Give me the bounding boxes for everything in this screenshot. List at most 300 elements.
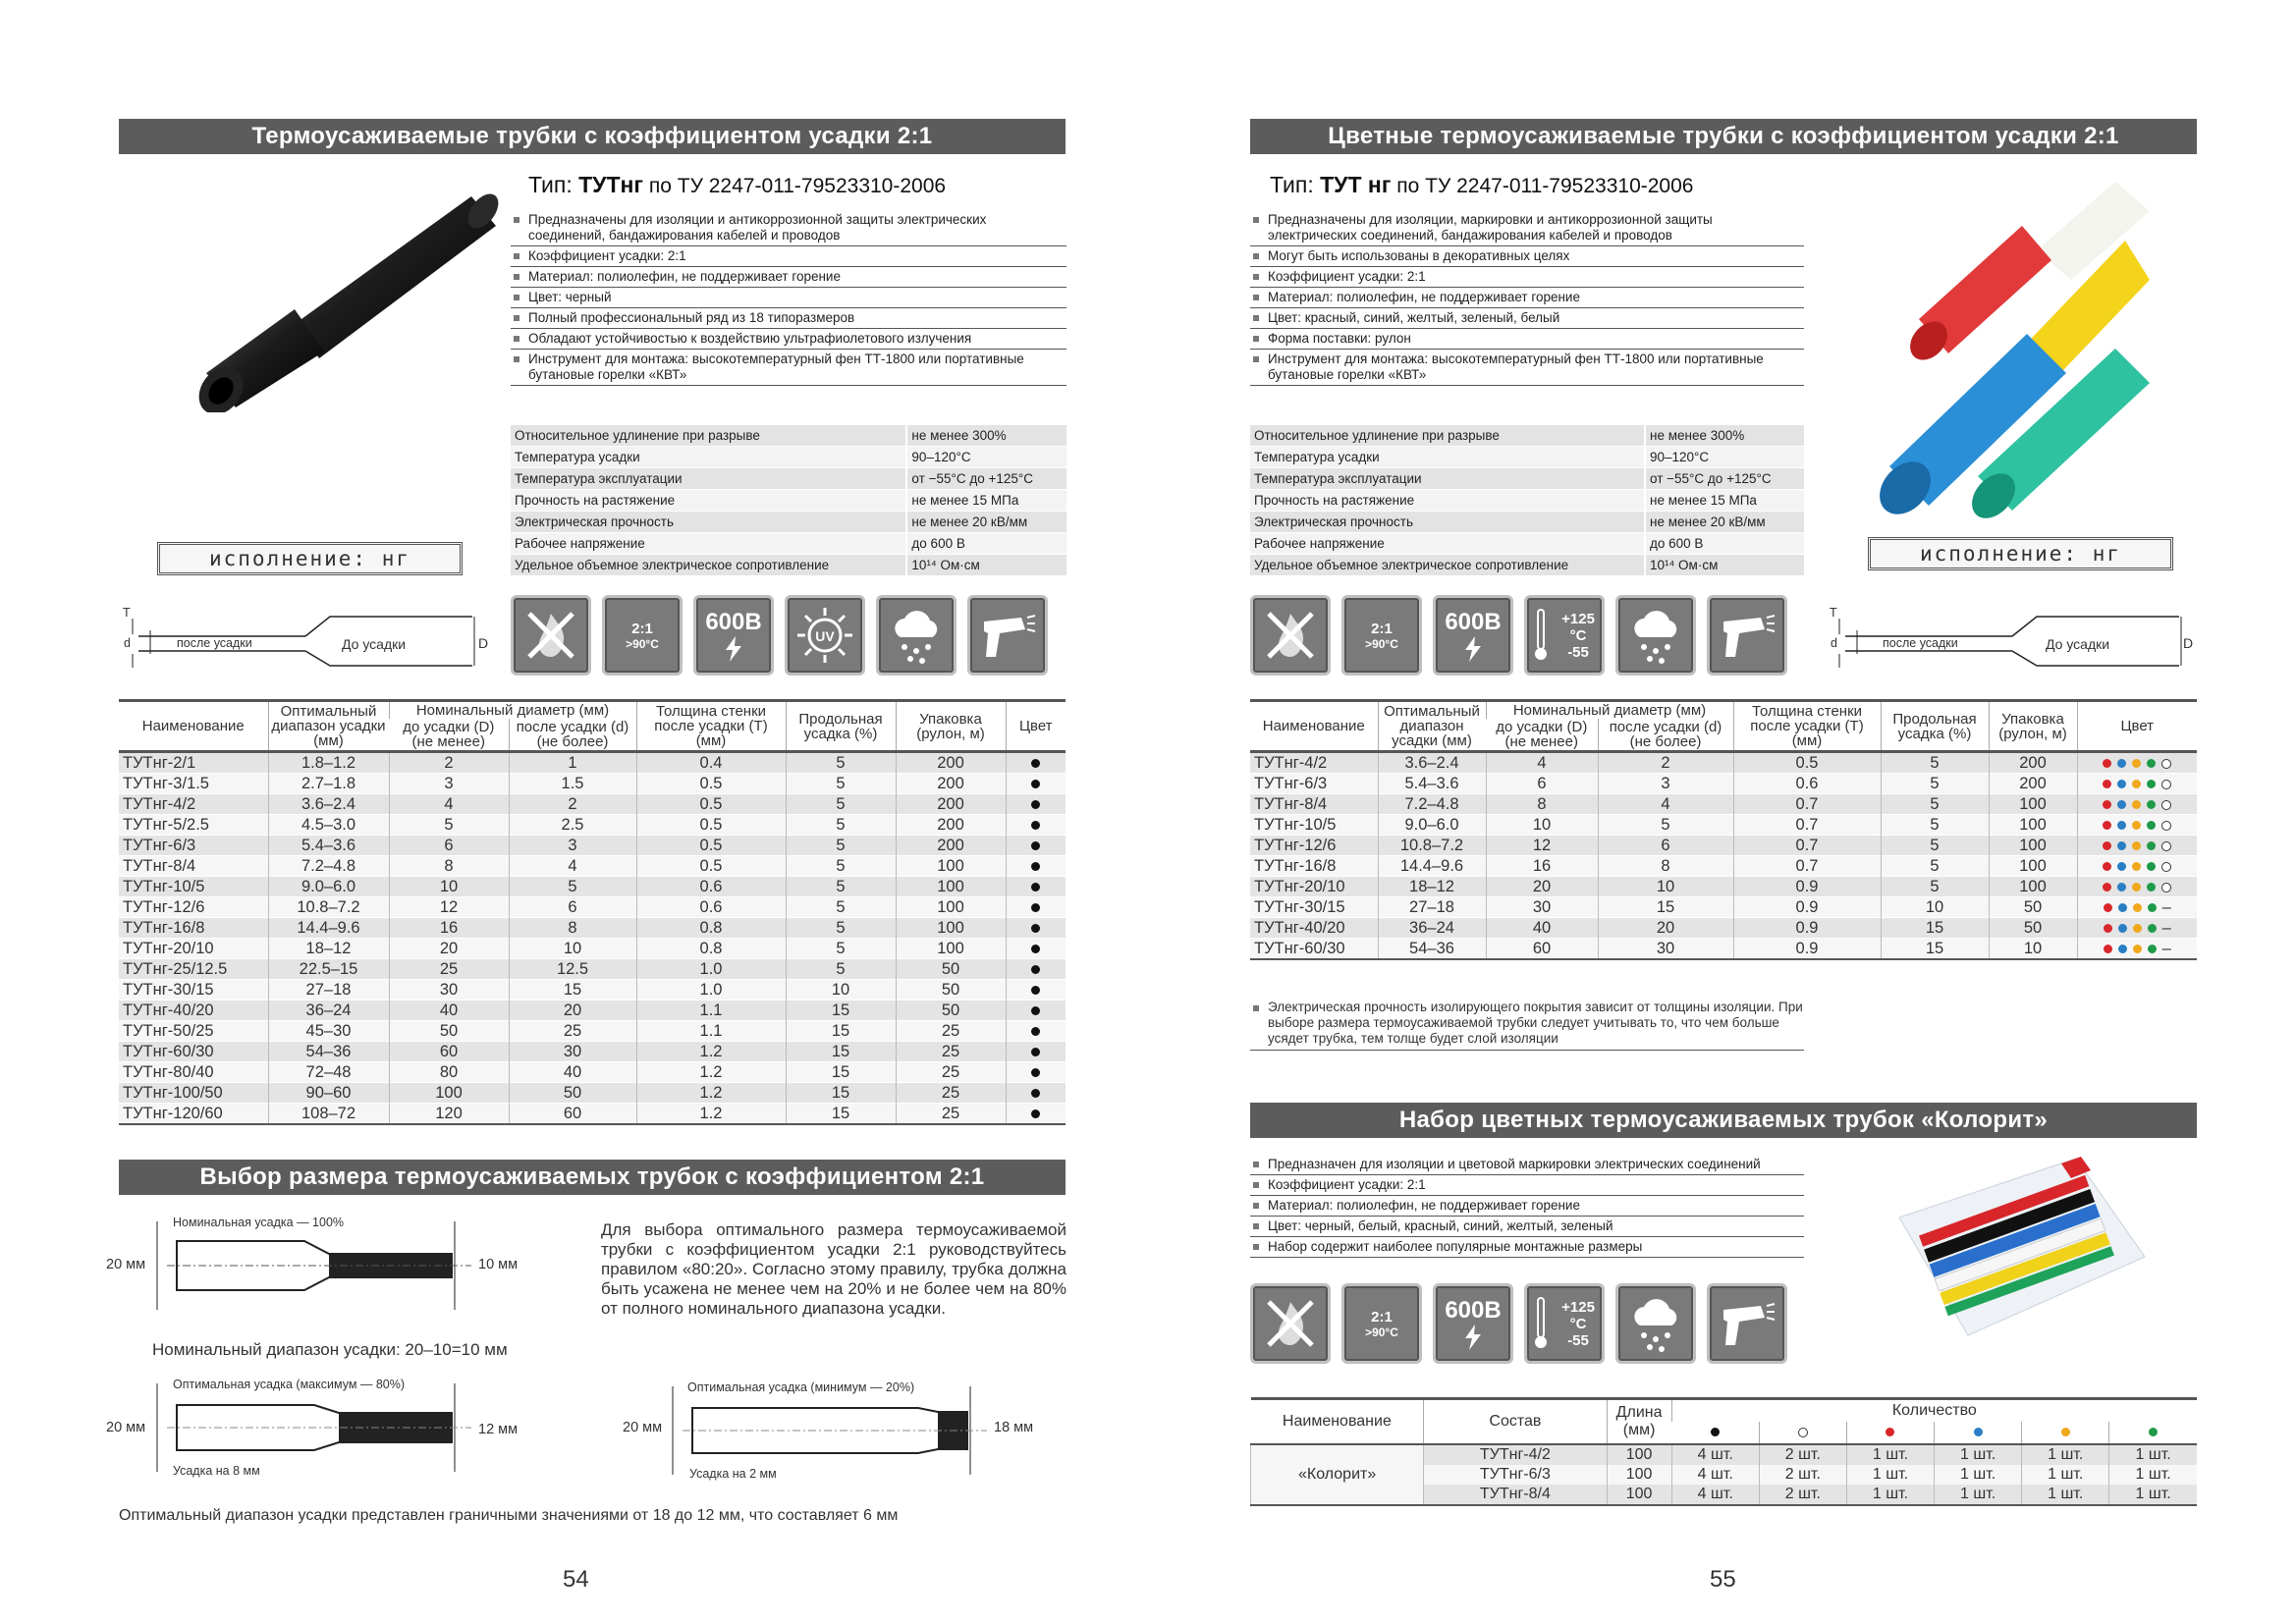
table-cell: 0.6 — [636, 877, 786, 897]
table-cell: 25 — [896, 1062, 1006, 1083]
table-cell: 8 — [1486, 794, 1598, 815]
table-cell: 0.7 — [1733, 815, 1881, 836]
section-title: Цветные термоусаживаемые трубки с коэффициентом усадки 2:1 — [1250, 119, 2197, 154]
diag1-caption: Номинальный диапазон усадки: 20–10=10 мм — [152, 1340, 508, 1359]
table-cell: 40 — [509, 1062, 636, 1083]
table-cell: 22.5–15 — [268, 959, 389, 980]
feature-list — [1250, 210, 1804, 386]
table-cell: 100 — [896, 897, 1006, 918]
table-cell: 100 — [389, 1083, 509, 1104]
color-cell — [1006, 815, 1066, 836]
table-cell: 1 шт. — [1935, 1465, 2022, 1485]
table-row — [119, 856, 1066, 877]
property-name: Рабочее напряжение — [511, 533, 906, 555]
table-cell: 5 — [389, 815, 509, 836]
table-cell: 60 — [389, 1042, 509, 1062]
black-dot-icon — [1031, 945, 1040, 953]
table-cell: 1 — [509, 752, 636, 774]
table-cell: 2 шт. — [1759, 1485, 1846, 1505]
table-row — [1250, 918, 2197, 939]
table-cell: ТУТнг-5/2.5 — [119, 815, 268, 836]
table-cell: 9.0–6.0 — [268, 877, 389, 897]
table-cell: 6 — [509, 897, 636, 918]
table-cell: 15 — [786, 1062, 896, 1083]
red-dot-icon — [2103, 841, 2111, 850]
color-cell — [1006, 980, 1066, 1001]
th-after: после усадки (d) (не более) — [509, 719, 636, 752]
table-cell: 0.7 — [1733, 794, 1881, 815]
property-value: не менее 15 МПа — [1645, 490, 1804, 512]
kolorit-set-photo — [1889, 1149, 2155, 1345]
diag3-bottom: Усадка на 2 мм — [689, 1467, 777, 1481]
color-cell — [1006, 1021, 1066, 1042]
table-cell: ТУТнг-8/4 — [119, 856, 268, 877]
property-icons — [1250, 595, 1787, 676]
black-dot-icon — [1031, 780, 1040, 788]
table-cell: 4 — [509, 856, 636, 877]
voltage-600v-icon: 600В — [1433, 1283, 1513, 1364]
insulation-note: Электрическая прочность изолирующего покрытия зависит от толщины изоляции. При выборе размера термоусаживаемой трубки следует учитывать то, что чем больше усядет трубка, тем толще будет слой изоляции — [1250, 1000, 1804, 1051]
table-row — [119, 918, 1066, 939]
table-cell: 15 — [786, 1001, 896, 1021]
black-dot-icon — [1031, 821, 1040, 830]
property-row — [1250, 447, 1804, 468]
table-row — [119, 1021, 1066, 1042]
table-cell: 9.0–6.0 — [1378, 815, 1486, 836]
color-cell — [1006, 794, 1066, 815]
property-value: не менее 15 МПа — [906, 490, 1066, 512]
properties-table — [511, 425, 1066, 576]
table-cell: 1 шт. — [2022, 1465, 2109, 1485]
feature-item: Инструмент для монтажа: высокотемпературный фен ТТ-1800 или портативные бутановые горелки «КВТ» — [511, 350, 1066, 386]
color-cell — [1006, 1062, 1066, 1083]
table-cell: 4 шт. — [1671, 1485, 1759, 1505]
feature-item: Предназначены для изоляции, маркировки и антикоррозионной защиты электрических соединений, бандажирования кабелей и проводов — [1250, 210, 1804, 246]
table-cell: 200 — [896, 794, 1006, 815]
table-cell: 5 — [1881, 774, 1989, 794]
table-cell: 25 — [389, 959, 509, 980]
dash-mark: – — [2161, 919, 2171, 937]
table-cell: 25 — [896, 1021, 1006, 1042]
page-number: 55 — [1710, 1566, 1736, 1593]
color-cell — [1006, 836, 1066, 856]
table-cell: 100 — [896, 877, 1006, 897]
table-cell: 14.4–9.6 — [268, 918, 389, 939]
property-name: Температура усадки — [511, 447, 906, 468]
feature-item: Набор содержит наиболее популярные монтажные размеры — [1250, 1237, 1804, 1258]
table-row — [1250, 774, 2197, 794]
table-cell: 15 — [786, 1083, 896, 1104]
after-label: после усадки — [177, 636, 252, 650]
color-cell — [1006, 1042, 1066, 1062]
bottom-note: Оптимальный диапазон усадки представлен граничными значениями от 18 до 12 мм, что составляет 6 мм — [119, 1507, 899, 1524]
color-cell — [2077, 815, 2197, 836]
table-cell: 27–18 — [268, 980, 389, 1001]
table-cell: ТУТнг-4/2 — [119, 794, 268, 815]
property-row — [511, 447, 1066, 468]
color-cell — [2077, 939, 2197, 960]
table-cell: 72–48 — [268, 1062, 389, 1083]
table-row — [1250, 939, 2197, 960]
feature-item: Коэффициент усадки: 2:1 — [1250, 1175, 1804, 1196]
table-cell: 0.6 — [636, 897, 786, 918]
table-cell: 50 — [896, 980, 1006, 1001]
color-cell — [2077, 752, 2197, 774]
after-label: после усадки — [1883, 636, 1958, 650]
black-dot-icon — [1031, 841, 1040, 850]
table-cell: 200 — [896, 836, 1006, 856]
table-cell: 1.1 — [636, 1001, 786, 1021]
color-cell — [1006, 877, 1066, 897]
th-set-name: Наименование — [1282, 1413, 1392, 1430]
black-dot-icon — [1031, 986, 1040, 995]
color-cell — [2077, 836, 2197, 856]
table-cell: 5 — [786, 939, 896, 959]
letter-d: d — [1831, 636, 1837, 650]
table-cell: 1 шт. — [1935, 1444, 2022, 1465]
property-value: 10¹⁴ Ом·см — [1645, 555, 1804, 576]
table-cell: ТУТнг-25/12.5 — [119, 959, 268, 980]
weather-resistance-icon — [1615, 595, 1696, 676]
table-cell: 5 — [786, 959, 896, 980]
property-row — [511, 533, 1066, 555]
table-cell: 1 шт. — [2022, 1444, 2109, 1465]
table-cell: 18–12 — [268, 939, 389, 959]
table-cell: 15 — [1598, 897, 1733, 918]
yellow-dot-icon — [2133, 903, 2142, 912]
blue-dot-icon — [2117, 821, 2126, 830]
table-cell: 5 — [786, 856, 896, 877]
bullet-icon — [1253, 1005, 1259, 1011]
white-dot-icon — [2161, 759, 2171, 769]
table-row — [119, 1062, 1066, 1083]
table-cell: 0.5 — [1733, 752, 1881, 774]
feature-item: Предназначены для изоляции и антикоррозионной защиты электрических соединений, бандажирования кабелей и проводов — [511, 210, 1066, 246]
property-name: Удельное объемное электрическое сопротивление — [1250, 555, 1645, 576]
table-row — [119, 1083, 1066, 1104]
th-color: Цвет — [2077, 701, 2197, 752]
th-length: Длина (мм) — [1607, 1399, 1671, 1445]
table-cell: 30 — [1486, 897, 1598, 918]
black-dot-icon — [1031, 903, 1040, 912]
non-flammable-icon — [1250, 595, 1331, 676]
table-cell: ТУТнг-4/2 — [1250, 752, 1378, 774]
section-title: Термоусаживаемые трубки с коэффициентом усадки 2:1 — [119, 119, 1066, 154]
feature-list — [511, 210, 1066, 386]
yellow-dot-icon — [2132, 780, 2141, 788]
table-row — [119, 897, 1066, 918]
table-cell: ТУТнг-16/8 — [119, 918, 268, 939]
type-line: Тип: ТУТнг по ТУ 2247-011-79523310-2006 — [528, 172, 947, 197]
table-cell: 1.0 — [636, 959, 786, 980]
diagram-nominal — [147, 1221, 491, 1320]
property-name: Удельное объемное электрическое сопротивление — [511, 555, 906, 576]
letter-d: d — [124, 636, 131, 650]
feature-item: Коэффициент усадки: 2:1 — [511, 246, 1066, 267]
green-dot-icon — [2147, 883, 2156, 892]
heat-gun-icon — [967, 595, 1048, 676]
property-value: до 600 В — [906, 533, 1066, 555]
selection-title: Выбор размера термоусаживаемых трубок с коэффициентом 2:1 — [119, 1160, 1066, 1195]
table-cell: 25 — [896, 1042, 1006, 1062]
voltage-600v-icon: 600В — [1433, 595, 1513, 676]
table-cell: 25 — [509, 1021, 636, 1042]
black-dot-icon — [1031, 1068, 1040, 1077]
table-cell: 20 — [1486, 877, 1598, 897]
table-cell: 200 — [896, 752, 1006, 774]
table-cell: 5 — [1598, 815, 1733, 836]
property-value: не менее 300% — [1645, 425, 1804, 447]
th-pack: Упаковка (рулон, м) — [1989, 701, 2077, 752]
table-cell: ТУТнг-50/25 — [119, 1021, 268, 1042]
property-row — [511, 425, 1066, 447]
color-cell — [1006, 1104, 1066, 1125]
black-dot-icon — [1031, 965, 1040, 974]
white-dot-icon — [2161, 780, 2171, 789]
table-cell: 5 — [1881, 877, 1989, 897]
red-dot-icon — [2104, 945, 2112, 953]
table-cell: 0.9 — [1733, 897, 1881, 918]
feature-item: Цвет: красный, синий, желтый, зеленый, белый — [1250, 308, 1804, 329]
diag3-right: 18 мм — [994, 1420, 1034, 1435]
th-range: Оптимальный диапазон усадки (мм) — [268, 701, 389, 752]
black-dot-icon — [1031, 1109, 1040, 1118]
diag3-left: 20 мм — [623, 1420, 663, 1435]
property-name: Температура усадки — [1250, 447, 1645, 468]
diag2-top: Оптимальная усадка (максимум — 80%) — [173, 1378, 406, 1391]
color-cell — [1006, 752, 1066, 774]
yellow-dot-icon — [2132, 841, 2141, 850]
table-cell: 5 — [786, 918, 896, 939]
white-dot-icon — [2161, 841, 2171, 851]
table-cell: ТУТнг-120/60 — [119, 1104, 268, 1125]
table-cell: 108–72 — [268, 1104, 389, 1125]
diag3-top: Оптимальная усадка (минимум — 20%) — [687, 1380, 915, 1394]
table-cell: 30 — [389, 980, 509, 1001]
table-row — [119, 1042, 1066, 1062]
table-cell: ТУТнг-2/1 — [119, 752, 268, 774]
table-cell: 18–12 — [1378, 877, 1486, 897]
table-cell: 16 — [389, 918, 509, 939]
table-row — [119, 1104, 1066, 1125]
table-cell: 100 — [1989, 856, 2077, 877]
color-cell — [2077, 897, 2197, 918]
set-icons — [1250, 1283, 1787, 1364]
diag2-left: 20 мм — [106, 1420, 146, 1435]
property-value: от −55°С до +125°С — [906, 468, 1066, 490]
table-cell: 50 — [1989, 897, 2077, 918]
table-cell: 1.1 — [636, 1021, 786, 1042]
table-cell: ТУТнг-80/40 — [119, 1062, 268, 1083]
th-color: Цвет — [1006, 701, 1066, 752]
property-row — [511, 512, 1066, 533]
table-cell: 30 — [509, 1042, 636, 1062]
table-cell: 7.2–4.8 — [1378, 794, 1486, 815]
property-row — [1250, 512, 1804, 533]
table-cell: 10.8–7.2 — [1378, 836, 1486, 856]
table-cell: 40 — [1486, 918, 1598, 939]
black-dot-icon — [1031, 1006, 1040, 1015]
table-cell: ТУТнг-12/6 — [119, 897, 268, 918]
table-cell: 5 — [1881, 815, 1989, 836]
shrink-ratio-icon: 2:1 >90°С — [602, 595, 683, 676]
property-row — [1250, 533, 1804, 555]
table-cell: 54–36 — [1378, 939, 1486, 960]
table-cell: 1.5 — [509, 774, 636, 794]
table-cell: 5 — [786, 897, 896, 918]
property-name: Электрическая прочность — [511, 512, 906, 533]
color-cell — [1006, 774, 1066, 794]
red-dot-icon — [2104, 903, 2112, 912]
table-row — [119, 836, 1066, 856]
table-cell: 4 шт. — [1671, 1444, 1759, 1465]
table-row — [1251, 1444, 2198, 1465]
table-row — [119, 1001, 1066, 1021]
set-feature-list — [1250, 1155, 1804, 1258]
yellow-dot-icon — [2132, 821, 2141, 830]
table-cell: 10 — [1486, 815, 1598, 836]
green-dot-icon — [2147, 780, 2156, 788]
feature-item: Предназначен для изоляции и цветовой маркировки электрических соединений — [1250, 1155, 1804, 1175]
shrink-ratio-icon: 2:1 >90°С — [1341, 1283, 1422, 1364]
table-cell: ТУТнг-6/3 — [1250, 774, 1378, 794]
table-row — [119, 794, 1066, 815]
property-name: Электрическая прочность — [1250, 512, 1645, 533]
table-cell: ТУТнг-30/15 — [1250, 897, 1378, 918]
table-cell: 10 — [1598, 877, 1733, 897]
table-cell: 4 шт. — [1671, 1465, 1759, 1485]
before-label: До усадки — [342, 636, 407, 652]
table-cell: ТУТнг-3/1.5 — [119, 774, 268, 794]
table-cell: ТУТнг-4/2 — [1424, 1444, 1607, 1465]
type-line: Тип: ТУТ нг по ТУ 2247-011-79523310-2006 — [1270, 172, 1694, 197]
table-cell: 10 — [1989, 939, 2077, 960]
th-wall: Толщина стенки после усадки (T) (мм) — [1733, 701, 1881, 752]
black-dot-icon — [1031, 862, 1040, 871]
blue-dot-icon — [2117, 800, 2126, 809]
table-cell: 60 — [509, 1104, 636, 1125]
blue-dot-icon — [1974, 1428, 1983, 1436]
table-cell: 45–30 — [268, 1021, 389, 1042]
table-cell: 0.5 — [636, 836, 786, 856]
property-value: не менее 20 кВ/мм — [1645, 512, 1804, 533]
blue-dot-icon — [2117, 862, 2126, 871]
black-dot-icon — [1031, 759, 1040, 768]
table-cell: 36–24 — [268, 1001, 389, 1021]
property-row — [1250, 490, 1804, 512]
yellow-dot-icon — [2132, 883, 2141, 892]
table-cell: ТУТнг-100/50 — [119, 1083, 268, 1104]
table-cell: 100 — [1607, 1485, 1671, 1505]
table-cell: ТУТнг-60/30 — [119, 1042, 268, 1062]
table-row — [1250, 836, 2197, 856]
th-long: Продольная усадка (%) — [1881, 701, 1989, 752]
table-cell: 6 — [1486, 774, 1598, 794]
green-dot-icon — [2147, 759, 2156, 768]
yellow-dot-icon — [2133, 924, 2142, 933]
property-name: Относительное удлинение при разрыве — [1250, 425, 1645, 447]
table-cell: 5 — [786, 774, 896, 794]
feature-item: Форма поставки: рулон — [1250, 329, 1804, 350]
green-dot-icon — [2149, 1428, 2158, 1436]
table-cell: 200 — [1989, 774, 2077, 794]
voltage-600v-icon: 600В — [693, 595, 774, 676]
property-icons — [511, 595, 1048, 676]
black-dot-icon — [1031, 924, 1040, 933]
feature-item: Коэффициент усадки: 2:1 — [1250, 267, 1804, 288]
property-value: от −55°С до +125°С — [1645, 468, 1804, 490]
blue-dot-icon — [2118, 924, 2127, 933]
table-cell: 90–60 — [268, 1083, 389, 1104]
table-cell: ТУТнг-40/20 — [1250, 918, 1378, 939]
table-cell: 2.7–1.8 — [268, 774, 389, 794]
svg-text:UV: UV — [815, 628, 835, 644]
shrink-schematic — [119, 607, 482, 676]
table-cell: 0.7 — [1733, 836, 1881, 856]
table-cell: ТУТнг-40/20 — [119, 1001, 268, 1021]
table-cell: 20 — [509, 1001, 636, 1021]
table-cell: 10 — [509, 939, 636, 959]
table-cell: 3 — [509, 836, 636, 856]
table-cell: ТУТнг-16/8 — [1250, 856, 1378, 877]
table-cell: ТУТнг-60/30 — [1250, 939, 1378, 960]
product-table — [1250, 699, 2197, 960]
diag1-right: 10 мм — [478, 1257, 519, 1272]
table-cell: 1 шт. — [2109, 1444, 2197, 1465]
property-value: до 600 В — [1645, 533, 1804, 555]
table-row — [119, 815, 1066, 836]
table-cell: 100 — [1989, 815, 2077, 836]
green-dot-icon — [2147, 821, 2156, 830]
table-row — [119, 774, 1066, 794]
property-name: Температура эксплуатации — [511, 468, 906, 490]
table-cell: ТУТнг-30/15 — [119, 980, 268, 1001]
table-cell: 4 — [1598, 794, 1733, 815]
property-value: не менее 20 кВ/мм — [906, 512, 1066, 533]
blue-dot-icon — [2117, 759, 2126, 768]
feature-item: Полный профессиональный ряд из 18 типоразмеров — [511, 308, 1066, 329]
table-cell: 0.5 — [636, 815, 786, 836]
blue-dot-icon — [2117, 883, 2126, 892]
color-cell — [1006, 959, 1066, 980]
color-cell — [1006, 918, 1066, 939]
table-cell: 6 — [1598, 836, 1733, 856]
th-color-dot — [1846, 1422, 1934, 1444]
red-dot-icon — [1886, 1428, 1894, 1436]
th-nominal: Номинальный диаметр (мм) — [1486, 701, 1733, 720]
table-cell: 0.9 — [1733, 918, 1881, 939]
table-cell: 15 — [509, 980, 636, 1001]
color-cell — [2077, 877, 2197, 897]
table-cell: 3 — [389, 774, 509, 794]
table-cell: 50 — [389, 1021, 509, 1042]
table-cell: 60 — [1486, 939, 1598, 960]
table-cell: 14.4–9.6 — [1378, 856, 1486, 877]
table-row — [119, 877, 1066, 897]
property-row — [511, 490, 1066, 512]
red-dot-icon — [2104, 924, 2112, 933]
table-cell: 100 — [896, 939, 1006, 959]
blue-dot-icon — [2117, 841, 2126, 850]
table-cell: 5 — [509, 877, 636, 897]
th-color-dot — [2022, 1422, 2109, 1444]
table-cell: 2 шт. — [1759, 1465, 1846, 1485]
diag2-bottom: Усадка на 8 мм — [173, 1464, 260, 1478]
red-dot-icon — [2103, 862, 2111, 871]
table-cell: 100 — [896, 856, 1006, 877]
th-long: Продольная усадка (%) — [786, 701, 896, 752]
white-dot-icon — [2161, 821, 2171, 831]
